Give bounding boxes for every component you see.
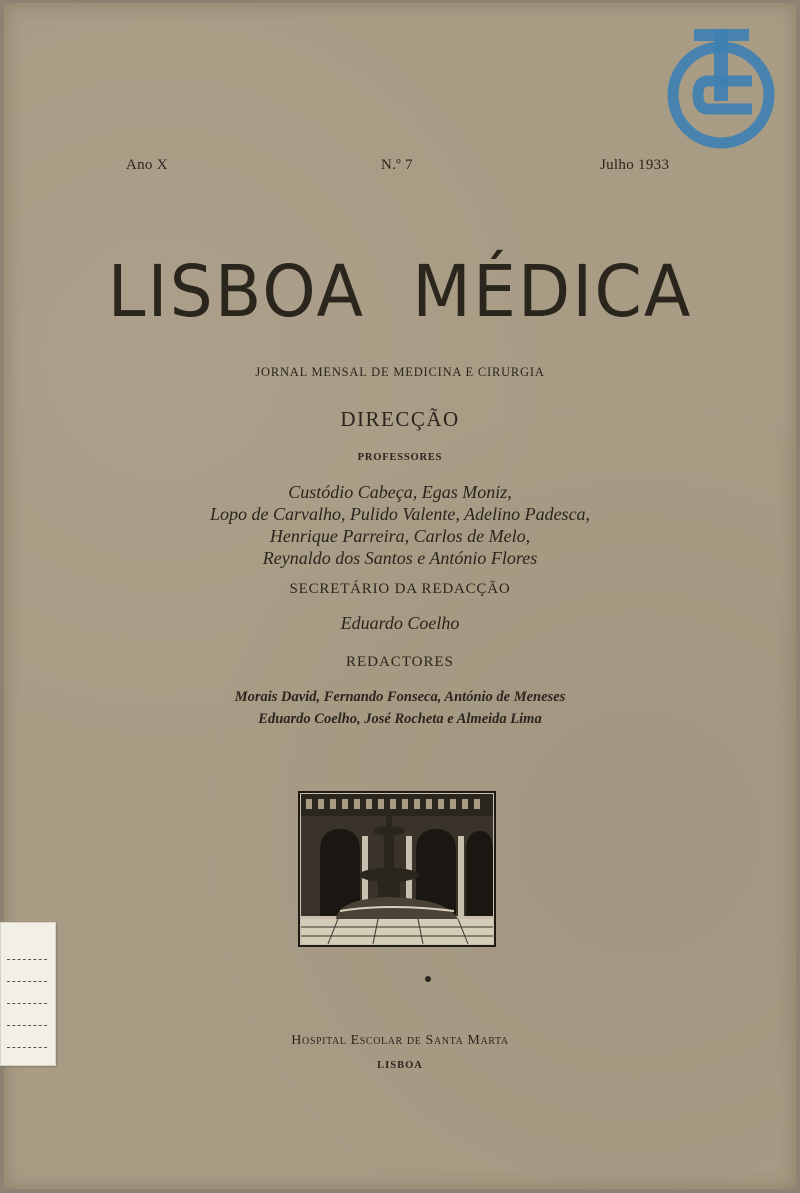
- professors-line: Lopo de Carvalho, Pulido Valente, Adelino Padesca,: [209, 504, 591, 524]
- issue-date: Julho 1933: [600, 157, 670, 173]
- ornament-dot: [425, 976, 431, 982]
- professors-line: Henrique Parreira, Carlos de Melo,: [269, 526, 531, 546]
- library-label-slip: [0, 922, 56, 1066]
- editors-line: Morais David, Fernando Fonseca, António de Meneses: [234, 689, 566, 705]
- cloister-fountain-illustration: [298, 791, 496, 947]
- secretary-heading: SECRETÁRIO DA REDACÇÃO: [289, 581, 511, 597]
- editors-line: Eduardo Coelho, José Rocheta e Almeida Lima: [258, 711, 542, 727]
- secretary-name: Eduardo Coelho: [340, 613, 460, 633]
- journal-cover: [4, 3, 796, 1189]
- editors-list: [4, 686, 796, 730]
- professors-list: [4, 481, 796, 569]
- label-dash-line: [7, 1025, 47, 1026]
- journal-title: LISBOA MÉDICA: [107, 251, 693, 334]
- professors-line: Custódio Cabeça, Egas Moniz,: [288, 482, 512, 502]
- publisher-city: LISBOA: [377, 1060, 423, 1071]
- label-dash-line: [7, 959, 47, 960]
- journal-subtitle: JORNAL MENSAL DE MEDICINA E CIRURGIA: [255, 365, 545, 379]
- issue-number: N.º 7: [381, 157, 413, 173]
- direction-heading: DIRECÇÃO: [340, 407, 460, 431]
- professors-label: PROFESSORES: [357, 452, 443, 463]
- label-dash-line: [7, 1003, 47, 1004]
- label-dash-line: [7, 1047, 47, 1048]
- editors-heading: REDACTORES: [345, 654, 455, 670]
- publisher-institution: Hospital Escolar de Santa Marta: [291, 1033, 509, 1048]
- library-stamp-logo: [664, 25, 779, 155]
- professors-line: Reynaldo dos Santos e António Flores: [262, 548, 538, 568]
- volume-year: Ano X: [126, 157, 168, 173]
- label-dash-line: [7, 981, 47, 982]
